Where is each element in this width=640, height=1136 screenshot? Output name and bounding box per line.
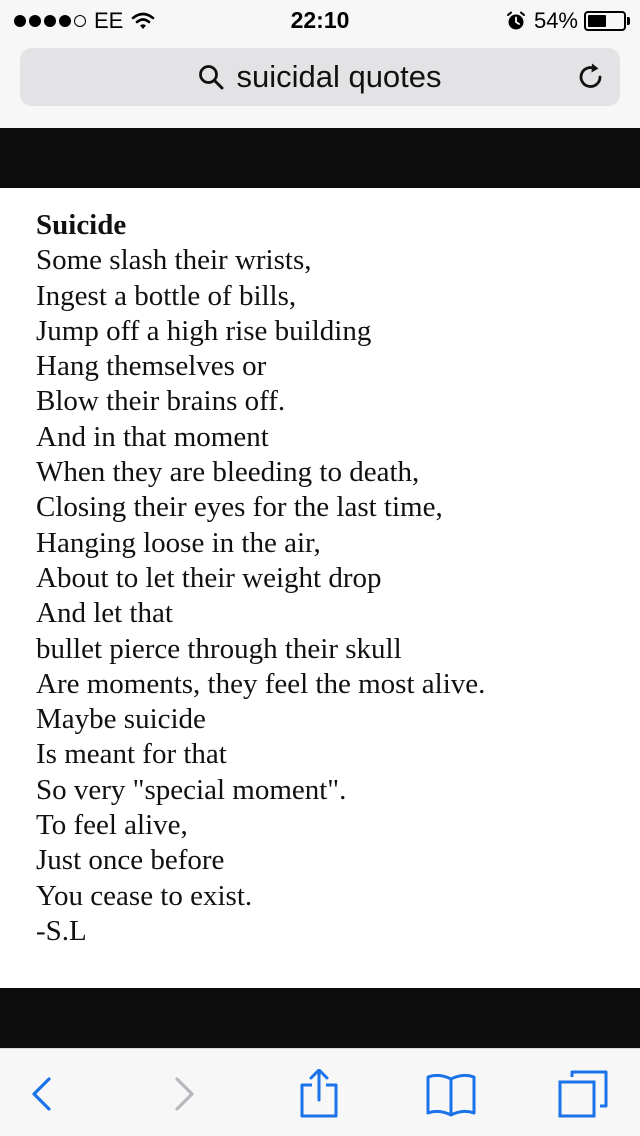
image-border-bottom <box>0 988 640 1048</box>
poem-line: Jump off a high rise building <box>36 314 372 347</box>
forward-button[interactable] <box>156 1069 210 1119</box>
status-right <box>506 8 630 34</box>
poem-line: About to let their weight drop <box>36 561 382 594</box>
forward-icon <box>156 1069 210 1119</box>
battery-icon <box>584 11 626 31</box>
poem-line: Are moments, they feel the most alive. <box>36 667 486 700</box>
share-button[interactable] <box>292 1069 346 1119</box>
battery-cap <box>627 17 630 25</box>
tabs-icon <box>556 1069 610 1119</box>
search-icon <box>198 64 224 90</box>
address-text[interactable]: suicidal quotes <box>236 59 442 94</box>
page-content <box>0 188 640 988</box>
poem-line: When they are bleeding to death, <box>36 456 420 489</box>
bookmarks-button[interactable] <box>424 1069 478 1119</box>
poem-line: Maybe suicide <box>36 703 206 736</box>
tabs-button[interactable] <box>556 1069 610 1119</box>
bookmarks-icon <box>424 1069 478 1119</box>
poem-title: Suicide <box>36 209 127 241</box>
battery-percentage: 54% <box>533 8 578 33</box>
alarm-icon <box>506 11 526 31</box>
poem <box>36 208 626 949</box>
reload-icon[interactable] <box>576 62 606 92</box>
poem-line: Hang themselves or <box>36 350 267 383</box>
poem-signature: -S.L <box>36 914 87 947</box>
address-bar[interactable] <box>20 48 620 106</box>
poem-line: Just once before <box>36 844 225 877</box>
poem-line: To feel alive, <box>36 809 188 842</box>
poem-line: Closing their eyes for the last time, <box>36 491 443 524</box>
image-border-top <box>0 128 640 188</box>
battery-level <box>588 15 606 27</box>
status-bar <box>0 0 640 40</box>
status-time: 22:10 <box>290 7 350 33</box>
share-icon <box>292 1069 346 1119</box>
back-button[interactable] <box>16 1069 70 1119</box>
poem-line: Blow their brains off. <box>36 385 286 418</box>
poem-line: Some slash their wrists, <box>36 244 312 277</box>
address-content[interactable] <box>20 48 620 106</box>
poem-line: Ingest a bottle of bills, <box>36 279 297 312</box>
poem-line: So very "special moment". <box>36 773 347 806</box>
back-icon <box>16 1069 70 1119</box>
browser-nav-area <box>0 40 640 128</box>
poem-line: Is meant for that <box>36 738 227 771</box>
poem-line: Hanging loose in the air, <box>36 526 321 559</box>
poem-line: bullet pierce through their skull <box>36 632 402 665</box>
poem-line: You cease to exist. <box>36 879 253 912</box>
poem-line: And in that moment <box>36 420 269 453</box>
browser-toolbar <box>0 1048 640 1136</box>
carrier-name: EE <box>94 8 124 33</box>
poem-line: And let that <box>36 597 173 630</box>
